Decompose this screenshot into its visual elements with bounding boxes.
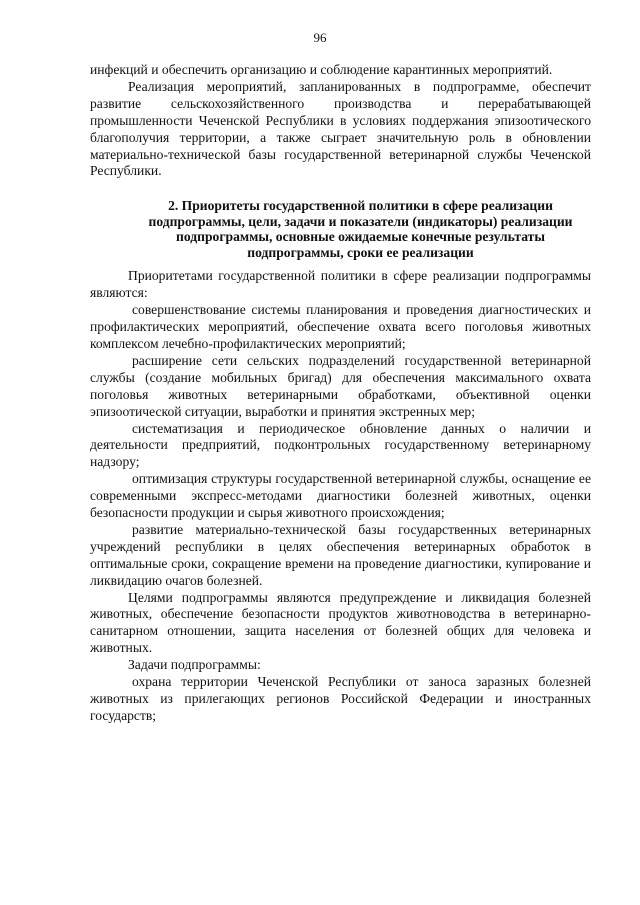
tasks-intro: Задачи подпрограммы: xyxy=(128,657,261,673)
goals-paragraph: Целями подпрограммы являются предупреждение и ликвидация болезней животных, обеспечение безопасности продуктов животноводства в ветеринарно-санитарном отношении, защита населения от болезней общих для человека и животных. xyxy=(90,589,591,656)
paragraph-implementation: Реализация мероприятий, запланированных в подпрограмме, обеспечит развитие сельскохозяйственного производства и перерабатывающей промышленности Чеченской Республики в условиях поддержания эпизоотического благополучия территории, а также сыграет значительную роль в обновлении материально-технической базы государственной ветеринарной службы Чеченской Республики. xyxy=(90,78,591,179)
paragraph-continuation: инфекций и обеспечить организацию и соблюдение карантинных мероприятий. xyxy=(90,62,553,77)
priority-item: совершенствование системы планирования и проведения диагностических и профилактических мероприятий, обеспечение охвата всего поголовья животных комплексом лечебно-профилактических мероприятий; xyxy=(90,302,591,351)
priorities-intro: Приоритетами государственной политики в сфере реализации подпрограммы являются: xyxy=(90,268,591,301)
task-item: охрана территории Чеченской Республики от заноса заразных болезней животных из прилегающих регионов Российской Федерации и иностранных государств; xyxy=(90,674,591,723)
document-body xyxy=(90,62,591,725)
priority-item: оптимизация структуры государственной ветеринарной службы, оснащение ее современными экспресс-методами диагностики болезней животных, оценки безопасности продукции и сырья животного происхождения; xyxy=(90,471,591,521)
page-number: 96 xyxy=(313,30,327,45)
priority-item: расширение сети сельских подразделений государственной ветеринарной службы (создание мобильных бригад) для обеспечения максимального охвата поголовья животных ветеринарными обработками, объективной оценки эпизоотической ситуации, выработки и принятия экстренных мер; xyxy=(90,352,591,419)
priority-item: систематизация и периодическое обновление данных о наличии и деятельности предприятий, подконтрольных государственному ветеринарному надзору; xyxy=(90,420,591,470)
section-heading: 2. Приоритеты государственной политики в сфере реализации подпрограммы, цели, задачи и показатели (индикаторы) реализации подпрограммы, основные ожидаемые конечные результаты подпрограммы, сроки ее реализации xyxy=(148,198,573,260)
priority-item: развитие материально-технической базы государственных ветеринарных учреждений республики в целях обеспечения ветеринарных обработок в оптимальные сроки, сокращение времени на проведение диагностики, купирование и ликвидацию очагов болезней. xyxy=(90,521,591,588)
